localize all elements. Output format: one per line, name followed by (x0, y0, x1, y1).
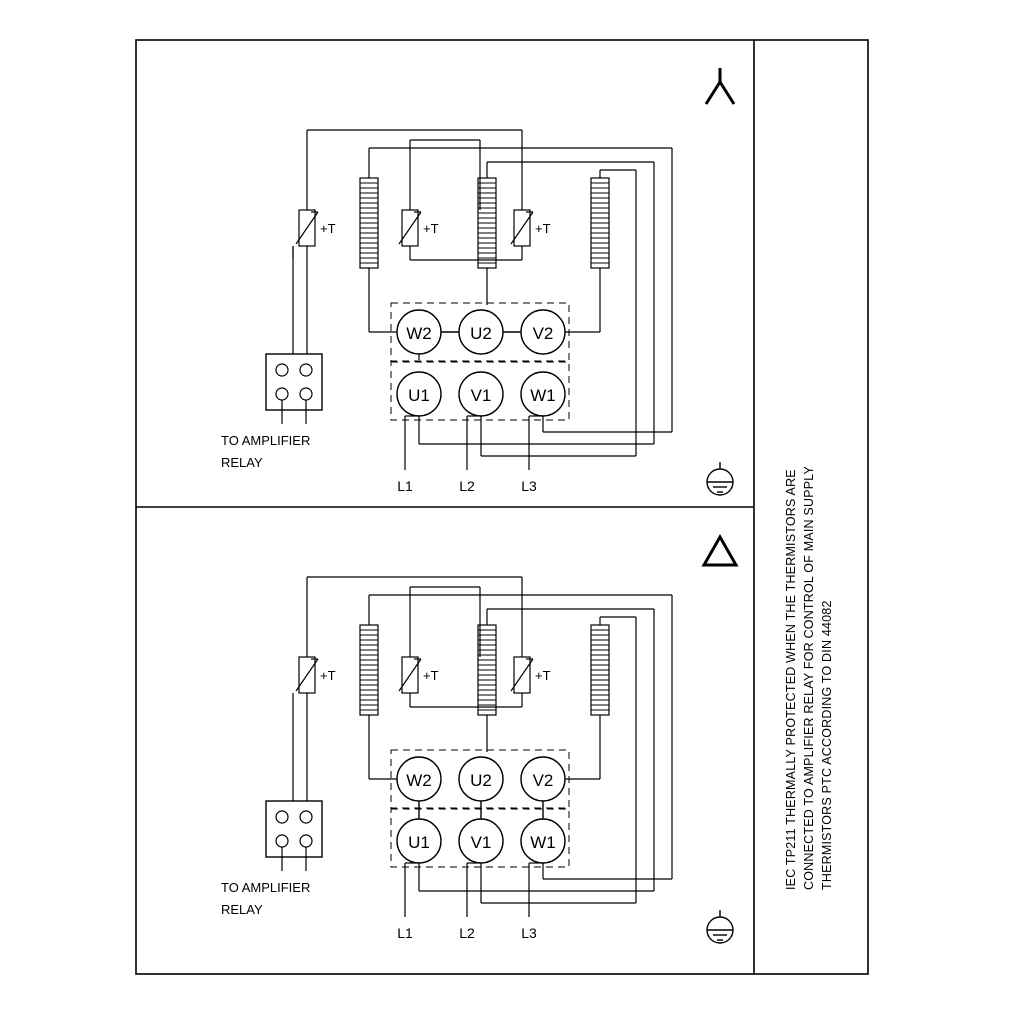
amplifier-relay-label-line2: RELAY (221, 455, 263, 470)
ptc-thermistor-2 (399, 657, 421, 693)
motor-coil-3 (591, 625, 609, 715)
thermistor-label-1: +T (320, 668, 336, 683)
ptc-thermistor-1 (296, 210, 318, 246)
amplifier-relay-terminal-block (266, 354, 322, 424)
thermistor-label-2: +T (423, 668, 439, 683)
panel-star (266, 68, 734, 495)
amplifier-relay-terminal-block (266, 801, 322, 871)
side-note-line3: THERMISTORS PTC ACCORDING TO DIN 44082 (820, 600, 834, 890)
thermistor-label-2: +T (423, 221, 439, 236)
ptc-thermistor-3 (511, 210, 533, 246)
terminal-label-w1: W1 (530, 833, 556, 852)
amplifier-relay-label-line1: TO AMPLIFIER (221, 880, 311, 895)
terminal-label-u2: U2 (470, 771, 492, 790)
supply-label-l1: L1 (397, 925, 413, 941)
earth-symbol-icon (707, 462, 733, 495)
terminal-label-u2: U2 (470, 324, 492, 343)
supply-label-l3: L3 (521, 478, 537, 494)
ptc-thermistor-2 (399, 210, 421, 246)
ptc-thermistor-1 (296, 657, 318, 693)
earth-symbol-icon (707, 910, 733, 943)
supply-label-l1: L1 (397, 478, 413, 494)
motor-coil-2 (478, 625, 496, 715)
wye-symbol-icon (706, 68, 734, 104)
motor-coil-2 (478, 178, 496, 268)
ptc-thermistor-3 (511, 657, 533, 693)
thermistor-label-3: +T (535, 221, 551, 236)
side-note-line1: IEC TP211 THERMALLY PROTECTED WHEN THE THERMISTORS ARE (784, 469, 798, 890)
thermistor-label-1: +T (320, 221, 336, 236)
supply-label-l2: L2 (459, 925, 475, 941)
amplifier-relay-label-line1: TO AMPLIFIER (221, 433, 311, 448)
terminal-label-v1: V1 (470, 386, 492, 405)
motor-coil-3 (591, 178, 609, 268)
terminal-label-u1: U1 (408, 833, 430, 852)
amplifier-relay-label-line2: RELAY (221, 902, 263, 917)
terminal-label-u1: U1 (408, 386, 430, 405)
supply-label-l3: L3 (521, 925, 537, 941)
thermistor-label-3: +T (535, 668, 551, 683)
terminal-label-v2: V2 (532, 324, 554, 343)
panel-delta (266, 537, 736, 943)
terminal-label-v2: V2 (532, 771, 554, 790)
terminal-label-w1: W1 (530, 386, 556, 405)
terminal-label-w2: W2 (406, 771, 432, 790)
motor-coil-1 (360, 625, 378, 715)
motor-coil-1 (360, 178, 378, 268)
side-note-line2: CONNECTED TO AMPLIFIER RELAY FOR CONTROL OF MAIN SUPPLY (802, 465, 816, 890)
supply-label-l2: L2 (459, 478, 475, 494)
terminal-label-w2: W2 (406, 324, 432, 343)
terminal-label-v1: V1 (470, 833, 492, 852)
delta-symbol-icon (704, 537, 736, 565)
